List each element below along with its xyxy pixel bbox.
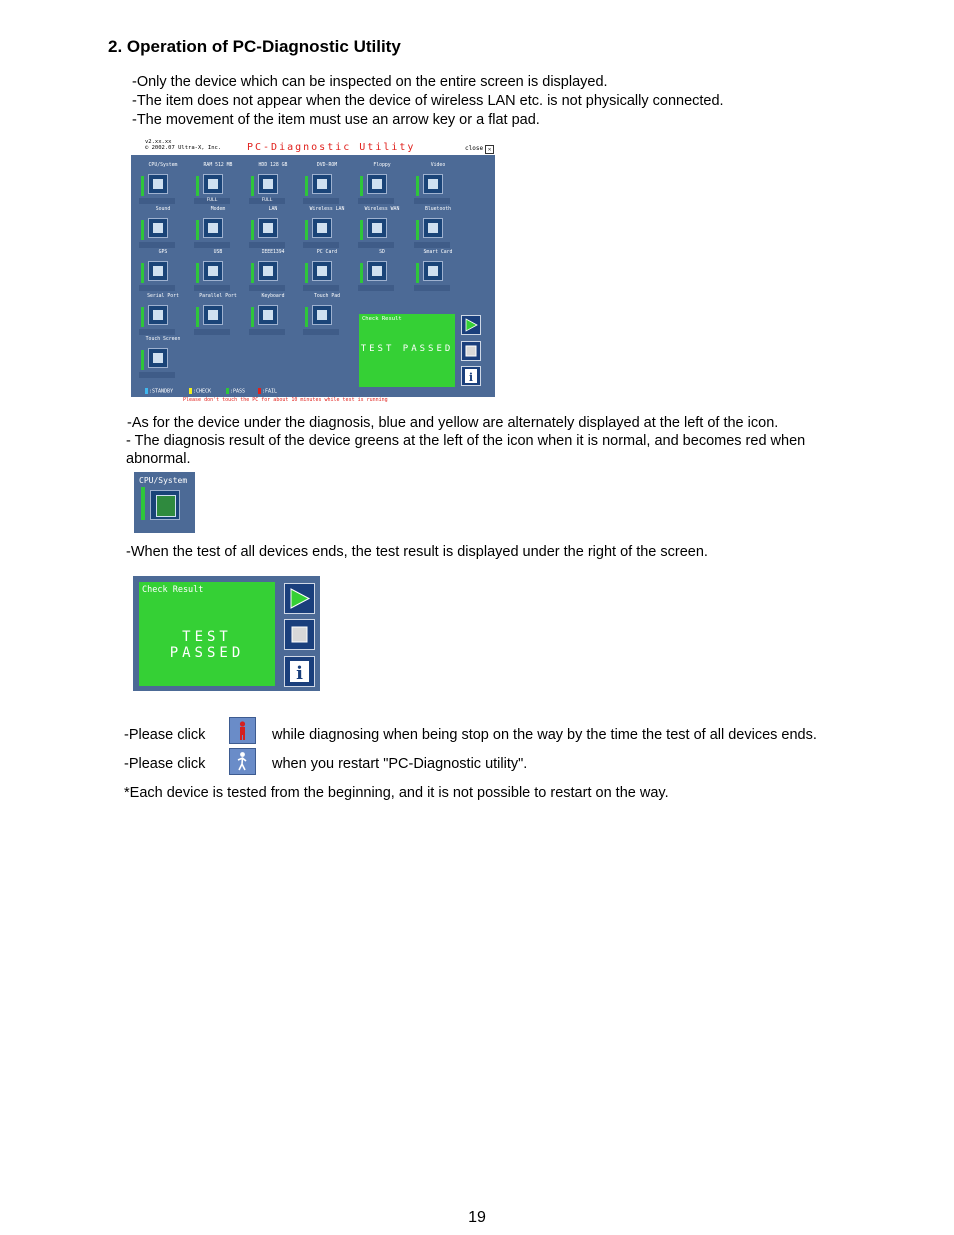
end-note: -When the test of all devices ends, the test result is displayed under the right of the screen.	[126, 544, 708, 560]
device-status-bar	[196, 176, 199, 196]
device-status-bar	[141, 307, 144, 327]
start-button-large[interactable]	[284, 583, 315, 614]
info-button[interactable]	[461, 366, 481, 386]
device-status-bar	[416, 263, 419, 283]
stop-button[interactable]	[461, 341, 481, 361]
warning-text: Please don't touch the PC for about 10 minutes while test is running	[183, 397, 388, 403]
device-icon	[203, 174, 223, 194]
device-icon	[148, 348, 168, 368]
device-label: Sound	[155, 207, 171, 212]
device-status-bar	[360, 263, 363, 283]
device-status-bar	[305, 307, 308, 327]
stop-button-large[interactable]	[284, 619, 315, 650]
device-detail: FULL	[249, 198, 285, 204]
section-title: 2. Operation of PC-Diagnostic Utility	[108, 37, 401, 56]
close-label[interactable]: close	[465, 145, 484, 152]
check-result-label-large: Check Result	[142, 585, 204, 595]
play-icon	[285, 584, 314, 613]
cpu-system-example	[134, 472, 195, 533]
device-detail	[303, 198, 339, 204]
device-label: PC Card	[316, 250, 338, 255]
device-icon	[423, 174, 443, 194]
version-info	[145, 139, 221, 151]
utility-header	[131, 138, 495, 155]
device-status-bar	[141, 220, 144, 240]
device-detail	[139, 285, 175, 291]
info-icon	[462, 367, 480, 385]
device-icon	[423, 261, 443, 281]
device-status-bar	[251, 263, 254, 283]
device-tile[interactable]	[414, 250, 462, 302]
device-status-bar	[196, 263, 199, 283]
device-detail	[414, 285, 450, 291]
device-status-bar	[196, 307, 199, 327]
copyright-line: © 2002.07 Ultra-X, Inc.	[145, 145, 222, 151]
svg-text:i: i	[468, 371, 474, 384]
restart-instruction-prefix: -Please click	[124, 756, 206, 772]
device-label: USB	[213, 250, 223, 255]
intro-line-3: -The movement of the item must use an arrow key or a flat pad.	[132, 112, 540, 128]
device-label: Video	[430, 163, 446, 168]
device-label: RAM 512 MB	[203, 163, 233, 168]
check-result-panel-large	[139, 582, 275, 686]
play-icon	[462, 316, 480, 334]
device-icon	[258, 174, 278, 194]
device-status-bar	[141, 176, 144, 196]
device-detail	[414, 198, 450, 204]
device-icon	[367, 218, 387, 238]
close-icon[interactable]: ✕	[485, 145, 494, 154]
device-icon	[148, 218, 168, 238]
device-icon	[148, 261, 168, 281]
device-icon	[312, 174, 332, 194]
device-icon	[312, 218, 332, 238]
standby-swatch	[145, 388, 148, 394]
device-icon	[148, 305, 168, 325]
device-detail: FULL	[194, 198, 230, 204]
stop-instruction-suffix: while diagnosing when being stop on the way by the time the test of all devices ends.	[272, 727, 817, 743]
device-icon	[367, 261, 387, 281]
info-button-large[interactable]	[284, 656, 315, 687]
device-detail	[414, 242, 450, 248]
device-label: Wireless WAN	[364, 207, 400, 212]
device-label: GPS	[158, 250, 168, 255]
legend-standby-label: :STANDBY	[149, 388, 174, 395]
device-label: IEEE1394	[261, 250, 285, 255]
device-tile[interactable]	[358, 250, 406, 302]
device-detail	[358, 285, 394, 291]
red-person-icon	[230, 718, 255, 743]
device-status-bar	[251, 176, 254, 196]
intro-line-1: -Only the device which can be inspected on the entire screen is displayed.	[132, 74, 608, 90]
device-detail	[303, 242, 339, 248]
legend-fail-label: :FAIL	[262, 388, 278, 395]
check-result-label: Check Result	[362, 316, 402, 322]
device-label: Floppy	[373, 163, 391, 168]
device-label: Parallel Port	[199, 294, 237, 299]
device-icon	[423, 218, 443, 238]
device-status-bar	[416, 220, 419, 240]
device-status-bar	[305, 220, 308, 240]
page-number: 19	[468, 1209, 486, 1226]
fail-swatch	[258, 388, 261, 394]
legend-fail	[258, 388, 277, 395]
device-status-bar	[196, 220, 199, 240]
start-button[interactable]	[461, 315, 481, 335]
stop-icon	[462, 342, 480, 360]
restart-person-icon[interactable]	[229, 748, 256, 775]
status-bar	[141, 487, 145, 520]
device-icon	[203, 218, 223, 238]
device-status-bar	[416, 176, 419, 196]
check-result-example	[133, 576, 320, 691]
stop-person-icon[interactable]	[229, 717, 256, 744]
device-icon	[258, 305, 278, 325]
device-status-bar	[360, 220, 363, 240]
intro-line-2: -The item does not appear when the device of wireless LAN etc. is not physically connected.	[132, 93, 724, 109]
walking-person-icon	[230, 749, 255, 774]
device-icon	[148, 174, 168, 194]
device-label: DVD-ROM	[316, 163, 338, 168]
utility-screenshot	[131, 138, 495, 403]
device-detail	[139, 372, 175, 378]
device-label: Serial Port	[147, 294, 179, 299]
device-icon	[367, 174, 387, 194]
device-label: LAN	[268, 207, 278, 212]
stop-instruction-prefix: -Please click	[124, 727, 206, 743]
stop-icon	[285, 620, 314, 649]
device-tile[interactable]	[194, 294, 242, 346]
device-detail	[139, 242, 175, 248]
device-icon	[312, 261, 332, 281]
device-detail	[194, 285, 230, 291]
cpu-label: CPU/System	[139, 476, 188, 485]
device-detail	[139, 198, 175, 204]
result-text: TEST PASSED	[360, 344, 454, 354]
device-label: Smart Card	[423, 250, 453, 255]
device-detail	[194, 329, 230, 335]
device-status-bar	[305, 263, 308, 283]
device-status-bar	[251, 220, 254, 240]
device-detail	[249, 285, 285, 291]
version-line: v2.xx.xx	[145, 139, 172, 145]
result-text-large: TEST PASSED	[169, 629, 245, 661]
device-status-bar	[305, 176, 308, 196]
device-status-bar	[141, 263, 144, 283]
check-swatch	[189, 388, 192, 394]
legend-pass-label: :PASS	[230, 388, 246, 395]
device-status-bar	[251, 307, 254, 327]
device-detail	[249, 329, 285, 335]
svg-text:i: i	[296, 663, 303, 684]
device-tile[interactable]	[249, 294, 297, 346]
legend-check	[189, 388, 211, 395]
device-label: Bluetooth	[425, 207, 451, 212]
legend-standby	[145, 388, 173, 395]
device-icon	[258, 218, 278, 238]
restart-instruction-suffix: when you restart "PC-Diagnostic utility".	[272, 756, 528, 772]
footnote: *Each device is tested from the beginning, and it is not possible to restart on the way.	[124, 785, 669, 801]
device-icon	[312, 305, 332, 325]
device-tile[interactable]	[139, 337, 187, 389]
cpu-icon	[150, 490, 180, 520]
device-status-bar	[141, 350, 144, 370]
device-label: Modem	[210, 207, 226, 212]
check-result-panel	[359, 314, 455, 387]
device-detail	[303, 285, 339, 291]
device-detail	[303, 329, 339, 335]
device-detail	[194, 242, 230, 248]
device-status-bar	[360, 176, 363, 196]
device-icon	[258, 261, 278, 281]
utility-title: PC-Diagnostic Utility	[247, 142, 416, 153]
device-label: Keyboard	[261, 294, 285, 299]
diag-note-1: -As for the device under the diagnosis, blue and yellow are alternately displayed at the left of the icon.	[127, 415, 779, 431]
device-label: SD	[379, 250, 385, 255]
device-tile[interactable]	[303, 294, 351, 346]
device-label: HDD 128 GB	[258, 163, 288, 168]
diag-note-2: - The diagnosis result of the device greens at the left of the icon when it is normal, and becomes red when abnormal.	[126, 433, 806, 467]
device-detail	[358, 198, 394, 204]
device-icon	[203, 261, 223, 281]
pass-swatch	[226, 388, 229, 394]
device-icon	[203, 305, 223, 325]
legend-pass	[226, 388, 245, 395]
legend-check-label: :CHECK	[193, 388, 212, 395]
device-label: CPU/System	[148, 163, 178, 168]
device-label: Touch Pad	[314, 294, 340, 299]
info-icon	[285, 657, 314, 686]
device-grid	[131, 155, 495, 397]
device-label: Wireless LAN	[309, 207, 345, 212]
device-detail	[249, 242, 285, 248]
device-label: Touch Screen	[145, 337, 181, 342]
device-detail	[139, 329, 175, 335]
device-detail	[358, 242, 394, 248]
